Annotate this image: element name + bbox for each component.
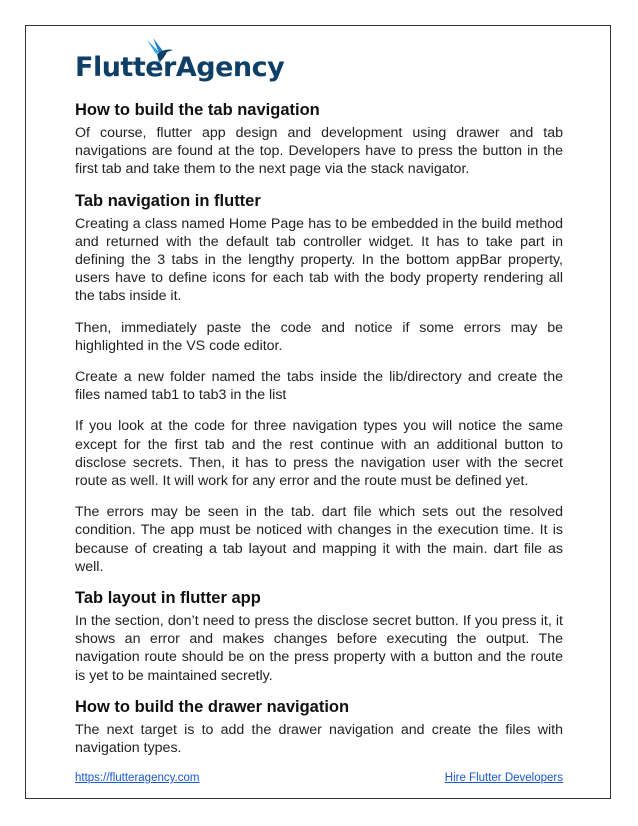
page-footer (75, 772, 563, 784)
section-tab-layout (75, 588, 563, 685)
section-heading: How to build the tab navigation (75, 101, 320, 119)
paragraph: Then, immediately paste the code and notice if some errors may be highlighted in the VS code editor. (75, 319, 563, 354)
logo-wordmark (75, 52, 284, 83)
paragraph: If you look at the code for three navigation types you will notice the same except for the first tab and the rest continue with an additional button to disclose secrets. Then, it has to press the navigation user with the secret route as well. It will work for any error and the route must be defined yet. (75, 418, 563, 490)
flutter-agency-logo (75, 38, 563, 100)
section-heading: Tab navigation in flutter (75, 191, 261, 210)
hire-developers-link[interactable]: Hire Flutter Developers (444, 772, 563, 784)
section-heading: Tab layout in flutter app (75, 589, 261, 608)
logo-part2: Agency (175, 52, 285, 83)
section-tab-navigation-flutter (75, 191, 563, 576)
paragraph: The errors may be seen in the tab. dart file which sets out the resolved condition. The app must be noticed with changes in the execution time. It is because of creating a tab layout and mapping it with the main. dart file as well. (75, 504, 563, 575)
paragraph: The next target is to add the drawer navigation and create the files with navigation types. (75, 721, 563, 757)
paragraph: In the section, don’t need to press the disclose secret button. If you press it, it shows an error and makes changes before executing the output. The navigation route should be on the press property with a button and the route is yet to be maintained secretly. (75, 613, 563, 684)
section-heading: How to build the drawer navigation (75, 697, 350, 716)
paragraph: Creating a class named Home Page has to be embedded in the build method and returned with the default tab controller widget. It has to take part in defining the 3 tabs in the lengthy property. In the bottom appBar property, users have to define icons for each tab with the body property rendering all the tabs inside it. (75, 215, 563, 305)
paragraph: Create a new folder named the tabs inside the lib/directory and create the files named tab1 to tab3 in the list (75, 369, 563, 404)
website-link[interactable]: https://flutteragency.com (75, 772, 200, 784)
section-drawer-navigation (75, 697, 563, 757)
logo-part1: Flutter (75, 52, 176, 83)
document-content (75, 30, 563, 769)
paragraph: Of course, flutter app design and development using drawer and tab navigations are found at the top. Developers have to press the button in the first tab and take them to the next page via the stack navigator. (75, 125, 563, 178)
section-tab-navigation (75, 100, 563, 179)
